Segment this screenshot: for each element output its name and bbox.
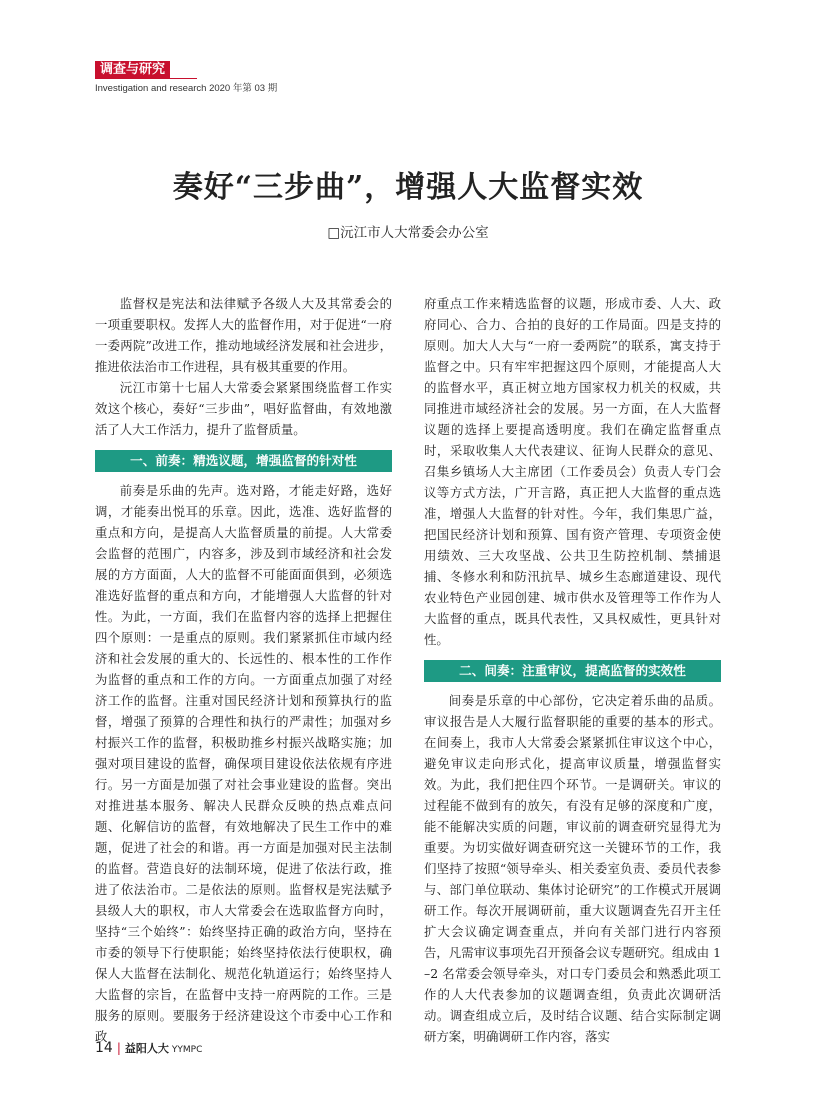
issue-subtitle: Investigation and research 2020 年第 03 期 [95, 83, 278, 94]
paragraph: 府重点工作来精选监督的议题，形成市委、人大、政府同心、合力、合拍的良好的工作局面。四是支持的原则。加大人大与“一府一委两院”的联系，寓支持于监督之中。只有牢牢把握这四个原则，才能提高人大的监督水平，真正树立地方国家权力机关的权威，共同推进市域经济社会的发展。另一方面，在人大监督议题的选择上要提高透明度。我们在确定监督重点时，采取收集人大代表建议、征询人民群众的意见、召集乡镇场人大主席团（工作委员会）负责人专门会议等方式方法，广开言路，真正把人大监督的重点选准，增强人大监督的针对性。今年，我们集思广益，把国民经济计划和预算、国有资产管理、专项资金使用绩效、三大攻坚战、公共卫生防控机制、禁捕退捕、冬修水利和防汛抗旱、城乡生态廊道建设、现代农业特色产业园创建、城市供水及管理等工作作为人大监督的重点，既具代表性，又具权威性，更具针对性。 [424, 296, 721, 647]
magazine-code: YYMPC [171, 1045, 203, 1055]
paragraph: 前奏是乐曲的先声。选对路，才能走好路，选好调，才能奏出悦耳的乐章。因此，选准、选好监督的重点和方向，是提高人大监督质量的前提。人大常委会监督的范围广，内容多，涉及到市域经济和社会发展的方方面面，人大的监督不可能面面俱到，必须选准选好监督的重点和方向，才能增强人大监督的针对性。为此，一方面，我们在监督内容的选择上把握住四个原则：一是重点的原则。我们紧紧抓住市域内经济和社会发展的重大的、长远性的、根本性的工作作为监督的重点和工作的方向。一方面重点加强了对经济工作的监督。注重对国民经济计划和预算执行的监督，增强了预算的合理性和执行的严肃性；加强对乡村振兴工作的监督，积极助推乡村振兴战略实施；加强对项目建设的监督，确保项目建设依法依规有序进行。另一方面是加强了对社会事业建设的监督。突出对推进基本服务、解决人民群众反映的热点难点问题、化解信访的监督，有效地解决了民生工作中的难题，促进了社会的和谐。再一方面是加强对民主法制的监督。营造良好的法制环境，促进了依法行政，推进了依法治市。二是依法的原则。监督权是宪法赋予县级人大的职权，市人大常委会在选取监督方向时，坚持“三个始终”：始终坚持正确的政治方向，坚持在市委的领导下行使职能；始终坚持依法行使职权，确保人大监督在法制化、规范化轨道运行；始终坚持人大监督的宗旨，在监督中支持一府两院的工作。三是服务的原则。要服务于经济建设这个市委中心工作和政 [95, 483, 392, 1044]
paragraph: 间奏是乐章的中心部份，它决定着乐曲的品质。审议报告是人大履行监督职能的重要的基本的形式。在间奏上，我市人大常委会紧紧抓住审议这个中心，避免审议走向形式化，提高审议质量，增强监督实效。为此，我们把住四个环节。一是调研关。审议的过程能不做到有的放矢，有没有足够的深度和广度，能不能解决实质的问题，审议前的调查研究显得尤为重要。为切实做好调查研究这一关键环节的工作，我们坚持了按照“领导牵头、相关委室负责、委员代表参与、部门单位联动、集体讨论研究”的工作模式开展调研工作。每次开展调研前，重大议题调查先召开主任扩大会议确定调查重点，并向有关部门进行内容预告，凡需审议事项先召开预备会议专题研究。组成由 1–2 名常委会领导牵头，对口专门委员会和熟悉此项工作的人大代表参加的议题调查组，负责此次调研活动。调查组成立后，及时结合议题、结合实际制定调研方案，明确调研工作内容，落实 [424, 693, 721, 1044]
magazine-name: 益阳人大 [124, 1042, 169, 1055]
page-footer [95, 1040, 202, 1056]
footer-separator: | [116, 1041, 121, 1055]
header-rule [95, 78, 197, 79]
section-heading-1: 一、前奏：精选议题，增强监督的针对性 [95, 450, 392, 472]
right-column [424, 293, 721, 1047]
paragraph: 监督权是宪法和法律赋予各级人大及其常委会的一项重要职权。发挥人大的监督作用，对于促进“一府一委两院”改进工作，推动地域经济发展和社会进步，推进依法治市工作进程，具有极其重要的作用。 [95, 296, 392, 374]
section-heading-2: 二、间奏：注重审议，提高监督的实效性 [424, 660, 721, 682]
page-number: 14 [95, 1040, 113, 1056]
section-tag: 调查与研究 [95, 61, 170, 78]
paragraph: 沅江市第十七届人大常委会紧紧围绕监督工作实效这个核心，奏好“三步曲”，唱好监督曲，有效地激活了人大工作活力，提升了监督质量。 [95, 380, 392, 437]
left-column [95, 293, 392, 1047]
article-title: 奏好“三步曲”，增强人大监督实效 [172, 170, 644, 205]
article-byline: □沅江市人大常委会办公室 [327, 225, 489, 241]
